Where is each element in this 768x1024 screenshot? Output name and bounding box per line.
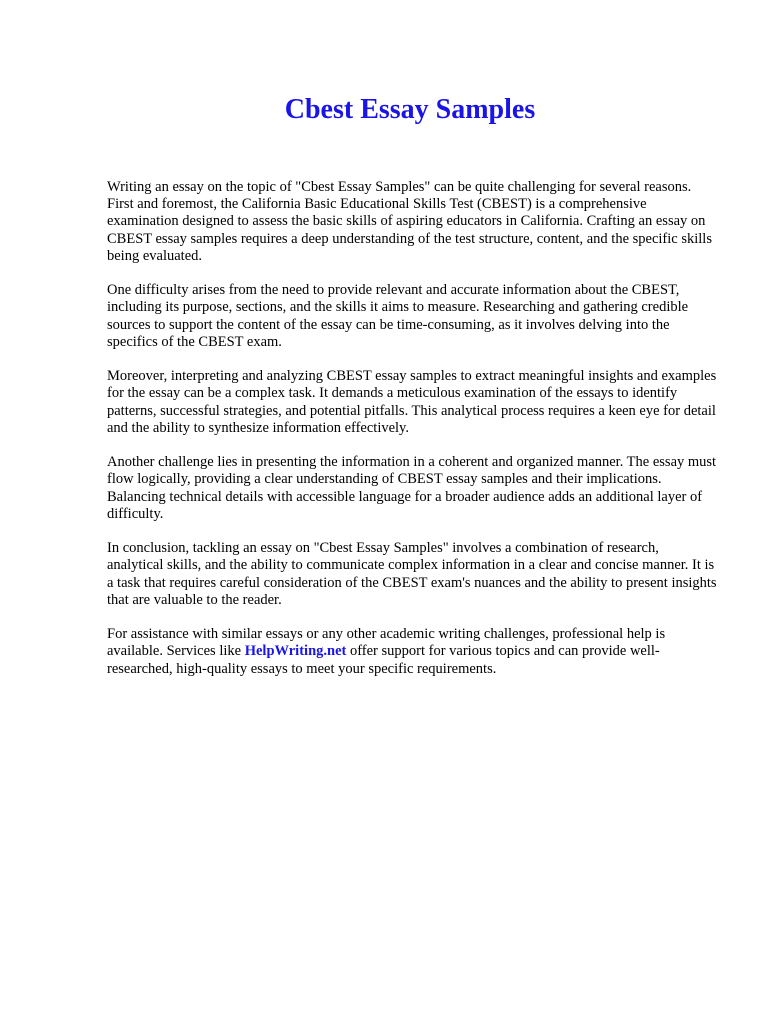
assistance-text-after: offer support for various topics and can provide well-researched, high-quality essays to meet your specific requirements. <box>107 643 660 677</box>
assistance-text-before: For assistance with similar essays or any other academic writing challenges, professional help is available. Services like <box>107 626 666 660</box>
essay-body <box>107 179 717 695</box>
page-title: Cbest Essay Samples <box>284 94 536 125</box>
paragraph-presentation: Another challenge lies in presenting the information in a coherent and organized manner. The essay must flow logically, providing a clear understanding of CBEST essay samples and their implications. Balancing technical details with accessible language for a broader audience adds an additional layer of difficulty. <box>107 454 717 522</box>
paragraph-difficulty: One difficulty arises from the need to provide relevant and accurate information about the CBEST, including its purpose, sections, and the skills it aims to measure. Researching and gathering credible sources to support the content of the essay can be time-consuming, as it involves delving into the specifics of the CBEST exam. <box>107 282 689 350</box>
paragraph-conclusion: In conclusion, tackling an essay on "Cbest Essay Samples" involves a combination of research, analytical skills, and the ability to communicate complex information in a clear and concise manner. It is a task that requires careful consideration of the CBEST exam's nuances and the ability to present insights that are valuable to the reader. <box>107 540 717 608</box>
paragraph-analysis: Moreover, interpreting and analyzing CBEST essay samples to extract meaningful insights and examples for the essay can be a complex task. It demands a meticulous examination of the essays to identify patterns, successful strategies, and potential pitfalls. This analytical process requires a keen eye for detail and the ability to synthesize information effectively. <box>107 368 717 436</box>
helpwriting-link[interactable]: HelpWriting.net <box>244 643 347 660</box>
paragraph-intro: Writing an essay on the topic of "Cbest Essay Samples" can be quite challenging for several reasons. First and foremost, the California Basic Educational Skills Test (CBEST) is a comprehensive examination designed to assess the basic skills of aspiring educators in California. Crafting an essay on CBEST essay samples requires a deep understanding of the test structure, content, and the specific skills being evaluated. <box>107 179 712 264</box>
paragraph-assistance <box>107 626 717 678</box>
